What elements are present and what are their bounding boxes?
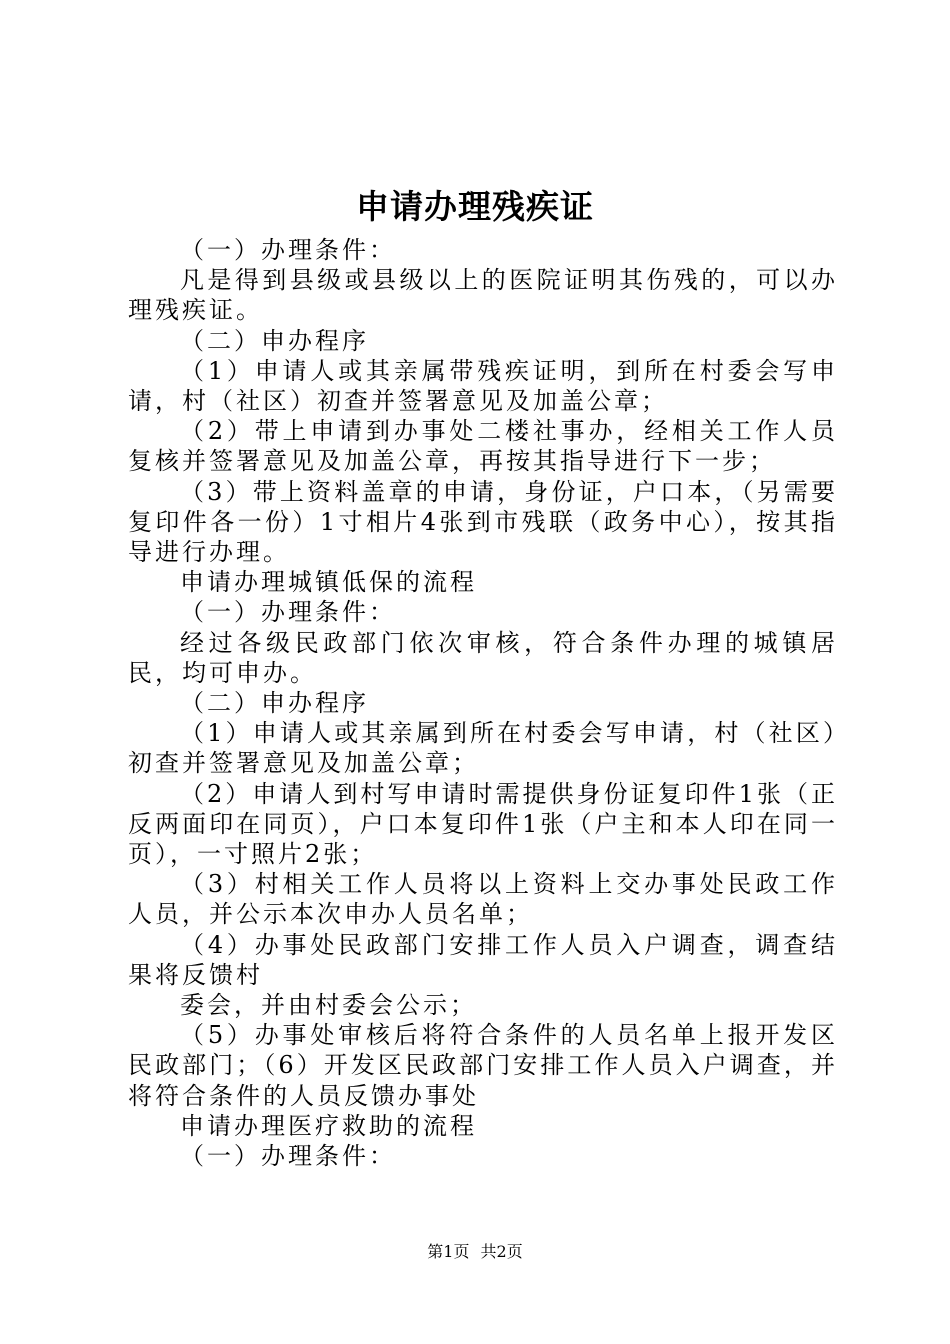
paragraph: （2）申请人到村写申请时需提供身份证复印件1张（正反两面印在同页），户口本复印件1张（户主和本人印在同一页），一寸照片2张； — [128, 779, 838, 869]
document-title: 申请办理残疾证 — [356, 187, 594, 226]
paragraph: （3）村相关工作人员将以上资料上交办事处民政工作人员，并公示本次申办人员名单； — [128, 870, 838, 929]
paragraph: （1）申请人或其亲属到所在村委会写申请，村（社区）初查并签署意见及加盖公章； — [128, 719, 838, 778]
paragraph: （一）办理条件： — [180, 1142, 396, 1171]
page-footer — [0, 1240, 950, 1264]
paragraph: （1）申请人或其亲属带残疾证明，到所在村委会写申请，村（社区）初查并签署意见及加盖公章； — [128, 356, 838, 416]
document-body — [128, 235, 838, 1171]
section-heading: 申请办理城镇低保的流程 — [180, 568, 477, 597]
paragraph: （3）带上资料盖章的申请，身份证，户口本，（另需要复印件各一份）1寸相片4张到市残联（政务中心），按其指导进行办理。 — [128, 477, 838, 567]
paragraph: （一）办理条件： — [180, 236, 396, 264]
paragraph: （5）办事处审核后将符合条件的人员名单上报开发区民政部门；（6）开发区民政部门安排工作人员入户调查，并将符合条件的人员反馈办事处 — [128, 1021, 838, 1110]
paragraph: （二）申办程序 — [180, 326, 369, 355]
paragraph: 委会，并由村委会公示； — [180, 991, 477, 1020]
paragraph: （4）办事处民政部门安排工作人员入户调查，调查结果将反馈村 — [128, 930, 838, 989]
paragraph: （2）带上申请到办事处二楼社事办，经相关工作人员复核并签署意见及加盖公章，再按其指导进行下一步； — [128, 417, 838, 476]
paragraph: （一）办理条件： — [180, 598, 396, 627]
paragraph: 经过各级民政部门依次审核，符合条件办理的城镇居民，均可申办。 — [128, 628, 838, 687]
paragraph: （二）申办程序 — [180, 689, 369, 718]
page-total: 共2页 — [480, 1242, 523, 1261]
paragraph: 凡是得到县级或县级以上的医院证明其伤残的，可以办理残疾证。 — [128, 266, 838, 325]
section-heading: 申请办理医疗救助的流程 — [180, 1111, 477, 1140]
page-number: 第1页 — [427, 1242, 470, 1261]
